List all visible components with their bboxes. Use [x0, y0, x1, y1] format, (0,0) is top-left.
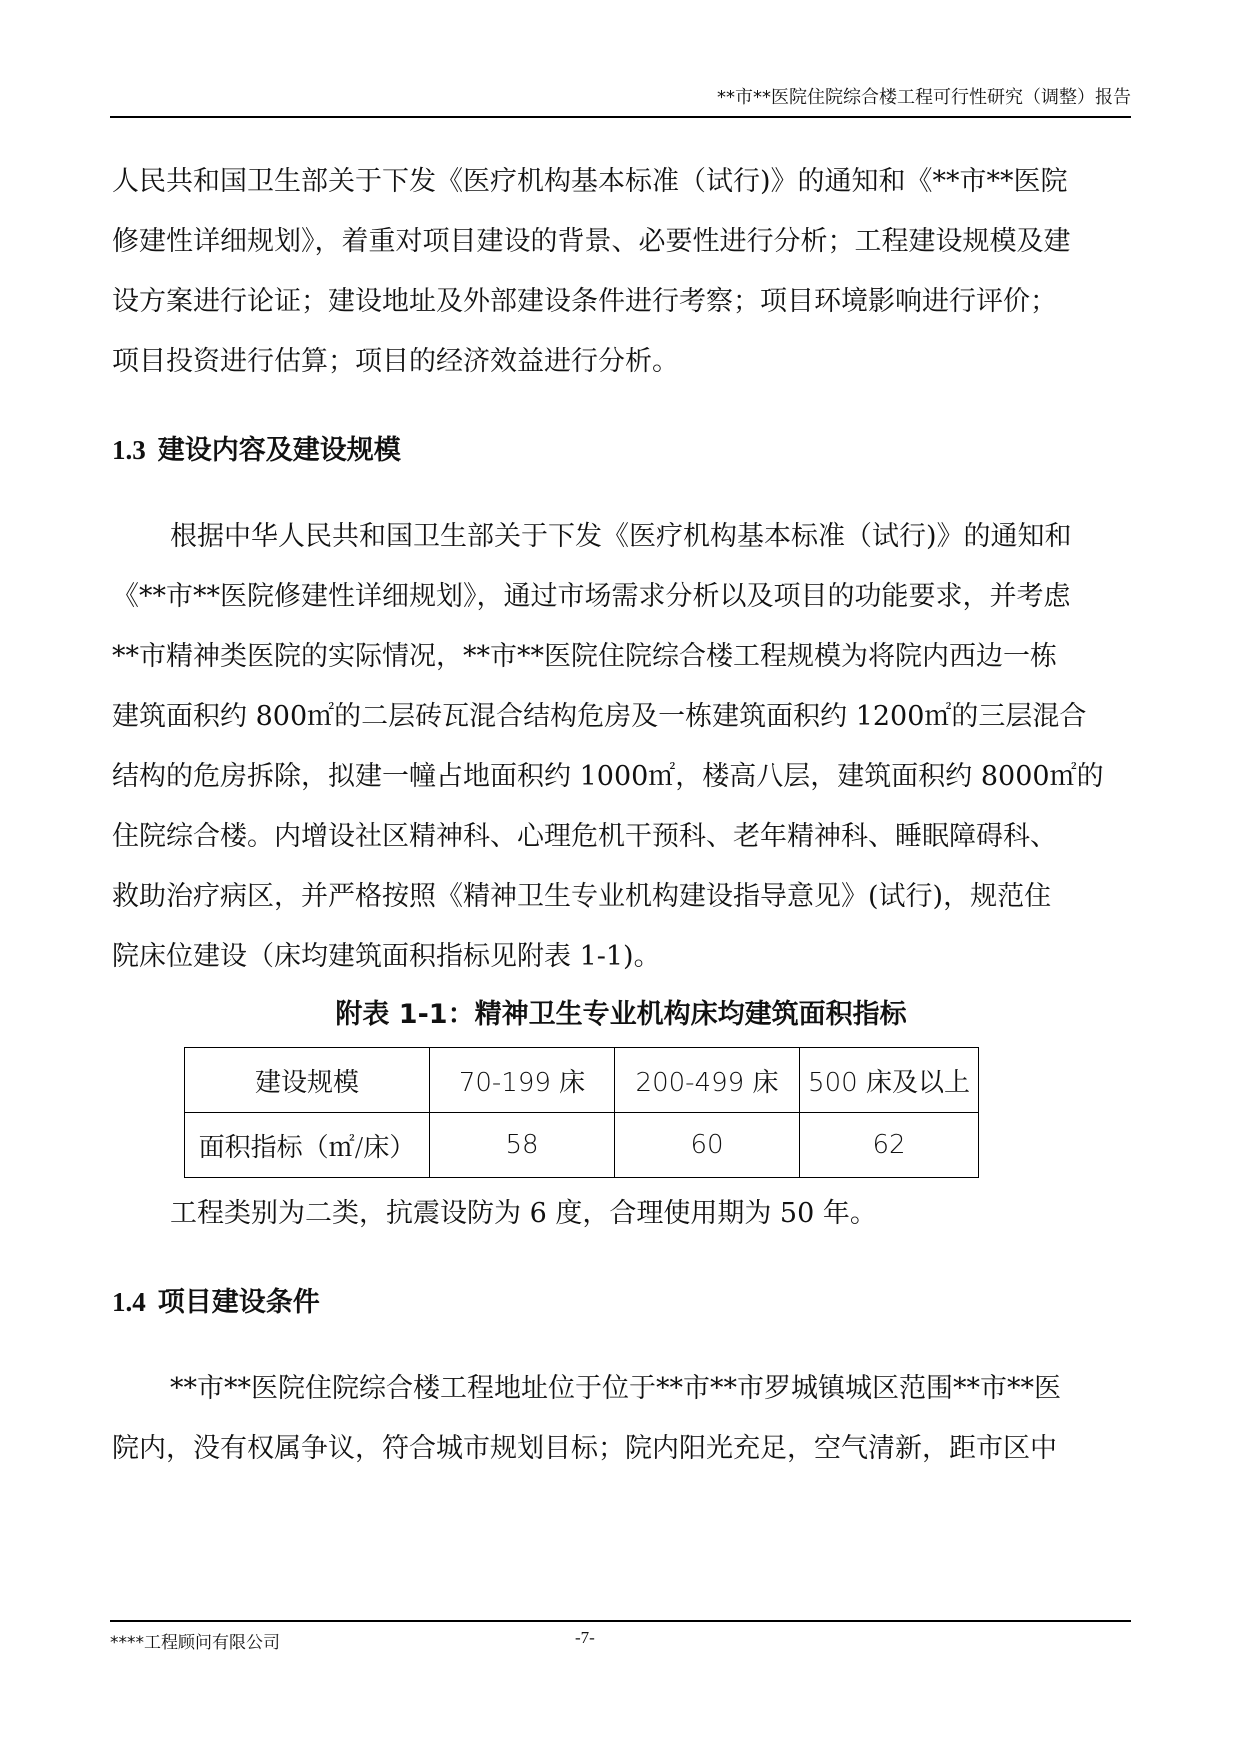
paragraph-line: 住院综合楼。内增设社区精神科、心理危机干预科、老年精神科、睡眠障碍科、: [112, 821, 1057, 852]
table-cell: 62: [800, 1113, 979, 1178]
paragraph-line: 院床位建设（床均建筑面积指标见附表 1-1)。: [112, 941, 661, 972]
paragraph-line: 根据中华人民共和国卫生部关于下发《医疗机构基本标准（试行)》的通知和: [170, 521, 1072, 552]
table-cell: 200-499 床: [615, 1048, 800, 1113]
table-cell: 60: [615, 1113, 800, 1178]
table-cell: 面积指标（㎡/床）: [185, 1113, 430, 1178]
paragraph-line: 结构的危房拆除，拟建一幢占地面积约 1000㎡，楼高八层，建筑面积约 8000㎡的: [112, 761, 1104, 792]
intro-line: 修建性详细规划》，着重对项目建设的背景、必要性进行分析；工程建设规模及建: [112, 226, 1071, 257]
table-cell: 建设规模: [185, 1048, 430, 1113]
paragraph-line: 院内，没有权属争议，符合城市规划目标；院内阳光充足，空气清新，距市区中: [112, 1433, 1057, 1464]
section-number: 1.4: [112, 1287, 146, 1317]
table-cell: 500 床及以上: [800, 1048, 979, 1113]
intro-paragraph: [112, 152, 1130, 392]
page-header: [110, 84, 1131, 118]
intro-line: 项目投资进行估算；项目的经济效益进行分析。: [112, 346, 679, 377]
paragraph-line: 建筑面积约 800㎡的二层砖瓦混合结构危房及一栋建筑面积约 1200㎡的三层混合: [112, 701, 1087, 732]
intro-line: 人民共和国卫生部关于下发《医疗机构基本标准（试行)》的通知和《**市**医院: [112, 166, 1068, 197]
paragraph-line: **市**医院住院综合楼工程地址位于位于**市**市罗城镇城区范围**市**医: [170, 1373, 1061, 1404]
page-content: [112, 152, 1130, 1479]
after-table-text: 工程类别为二类，抗震设防为 6 度，合理使用期为 50 年。: [170, 1198, 877, 1229]
footer-company: ****工程顾问有限公司: [110, 1633, 280, 1653]
section-title: 项目建设条件: [157, 1287, 320, 1318]
header-title: **市**医院住院综合楼工程可行性研究（调整）报告: [717, 87, 1131, 108]
page-footer: [110, 1620, 1131, 1653]
table-caption: 附表 1-1：精神卫生专业机构床均建筑面积指标: [335, 999, 907, 1030]
paragraph-line: 《**市**医院修建性详细规划》，通过市场需求分析以及项目的功能要求，并考虑: [112, 581, 1071, 612]
section-number: 1.3: [112, 435, 146, 465]
section-heading-1-3: [112, 420, 1130, 481]
section-title: 建设内容及建设规模: [157, 435, 401, 466]
page-number: -7-: [575, 1628, 595, 1647]
section-1-4-paragraph: [112, 1359, 1130, 1479]
section-heading-1-4: [112, 1272, 1130, 1333]
table-cell: 70-199 床: [430, 1048, 615, 1113]
paragraph-line: **市精神类医院的实际情况，**市**医院住院综合楼工程规模为将院内西边一栋: [112, 641, 1057, 672]
table-row: [185, 1113, 979, 1178]
intro-line: 设方案进行论证；建设地址及外部建设条件进行考察；项目环境影响进行评价；: [112, 286, 1057, 317]
paragraph-line: 救助治疗病区，并严格按照《精神卫生专业机构建设指导意见》(试行)，规范住: [112, 881, 1052, 912]
table-header-row: [185, 1048, 979, 1113]
bed-area-table: [184, 1047, 979, 1178]
section-1-3-paragraph: [112, 507, 1130, 987]
table-cell: 58: [430, 1113, 615, 1178]
